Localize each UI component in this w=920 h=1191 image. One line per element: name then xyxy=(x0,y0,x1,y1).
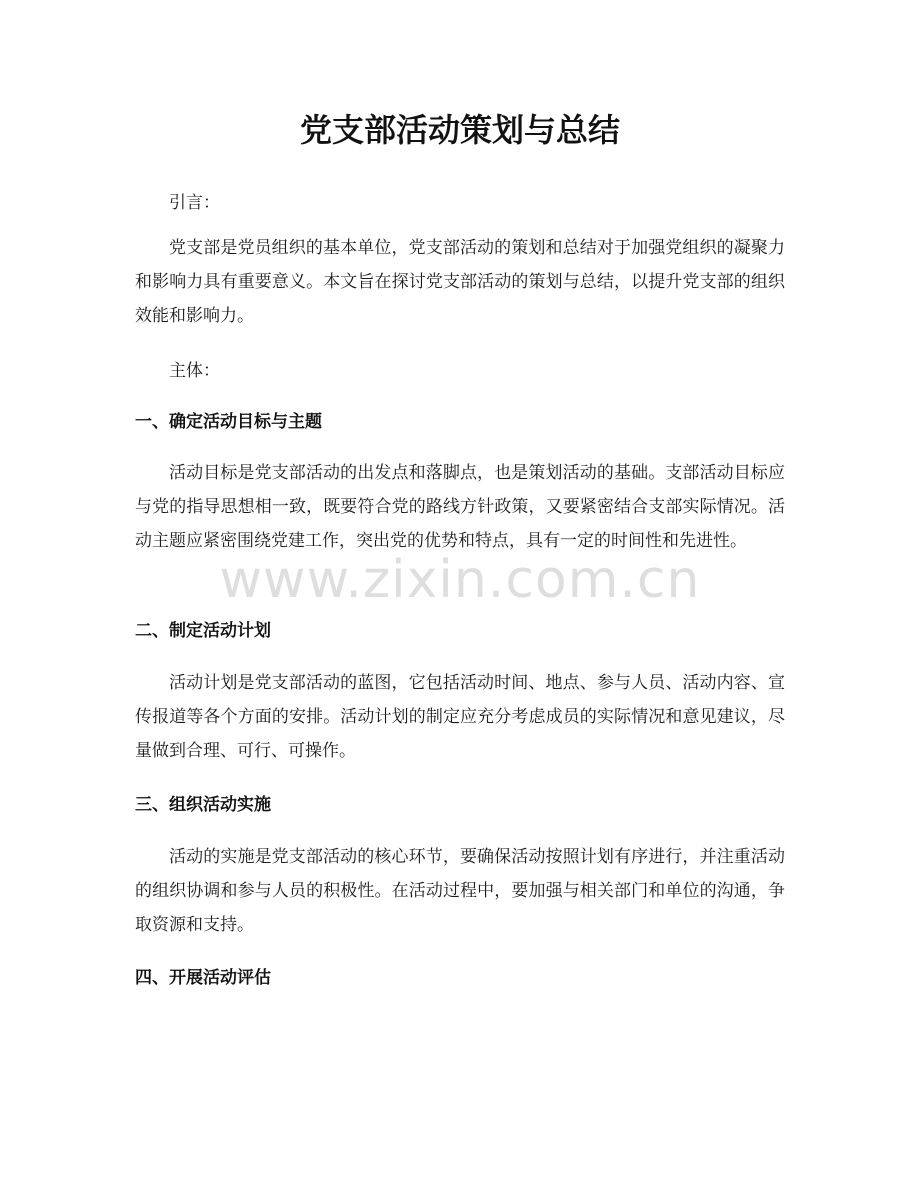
intro-label: 引言： xyxy=(169,193,220,213)
section-3-heading: 三、组织活动实施 xyxy=(135,795,271,815)
watermark-text: www.zixin.com.cn xyxy=(219,550,701,610)
section-1-heading: 一、确定活动目标与主题 xyxy=(135,412,322,432)
body-label: 主体： xyxy=(169,361,220,381)
section-2-paragraph: 活动计划是党支部活动的蓝图，它包括活动时间、地点、参与人员、活动内容、宣传报道等各个方面的安排。活动计划的制定应充分考虑成员的实际情况和意见建议，尽量做到合理、可行、可操作。 xyxy=(135,673,785,761)
document-title: 党支部活动策划与总结 xyxy=(299,111,620,149)
intro-paragraph: 党支部是党员组织的基本单位，党支部活动的策划和总结对于加强党组织的凝聚力和影响力具有重要意义。本文旨在探讨党支部活动的策划与总结，以提升党支部的组织效能和影响力。 xyxy=(135,238,785,326)
section-4-heading: 四、开展活动评估 xyxy=(135,968,271,988)
section-1-paragraph: 活动目标是党支部活动的出发点和落脚点，也是策划活动的基础。支部活动目标应与党的指导思想相一致，既要符合党的路线方针政策，又要紧密结合支部实际情况。活动主题应紧密围绕党建工作，突出党的优势和特点，具有一定的时间性和先进性。 xyxy=(135,463,785,551)
section-2-heading: 二、制定活动计划 xyxy=(135,621,271,641)
section-3-paragraph: 活动的实施是党支部活动的核心环节，要确保活动按照计划有序进行，并注重活动的组织协调和参与人员的积极性。在活动过程中，要加强与相关部门和单位的沟通，争取资源和支持。 xyxy=(135,847,785,935)
